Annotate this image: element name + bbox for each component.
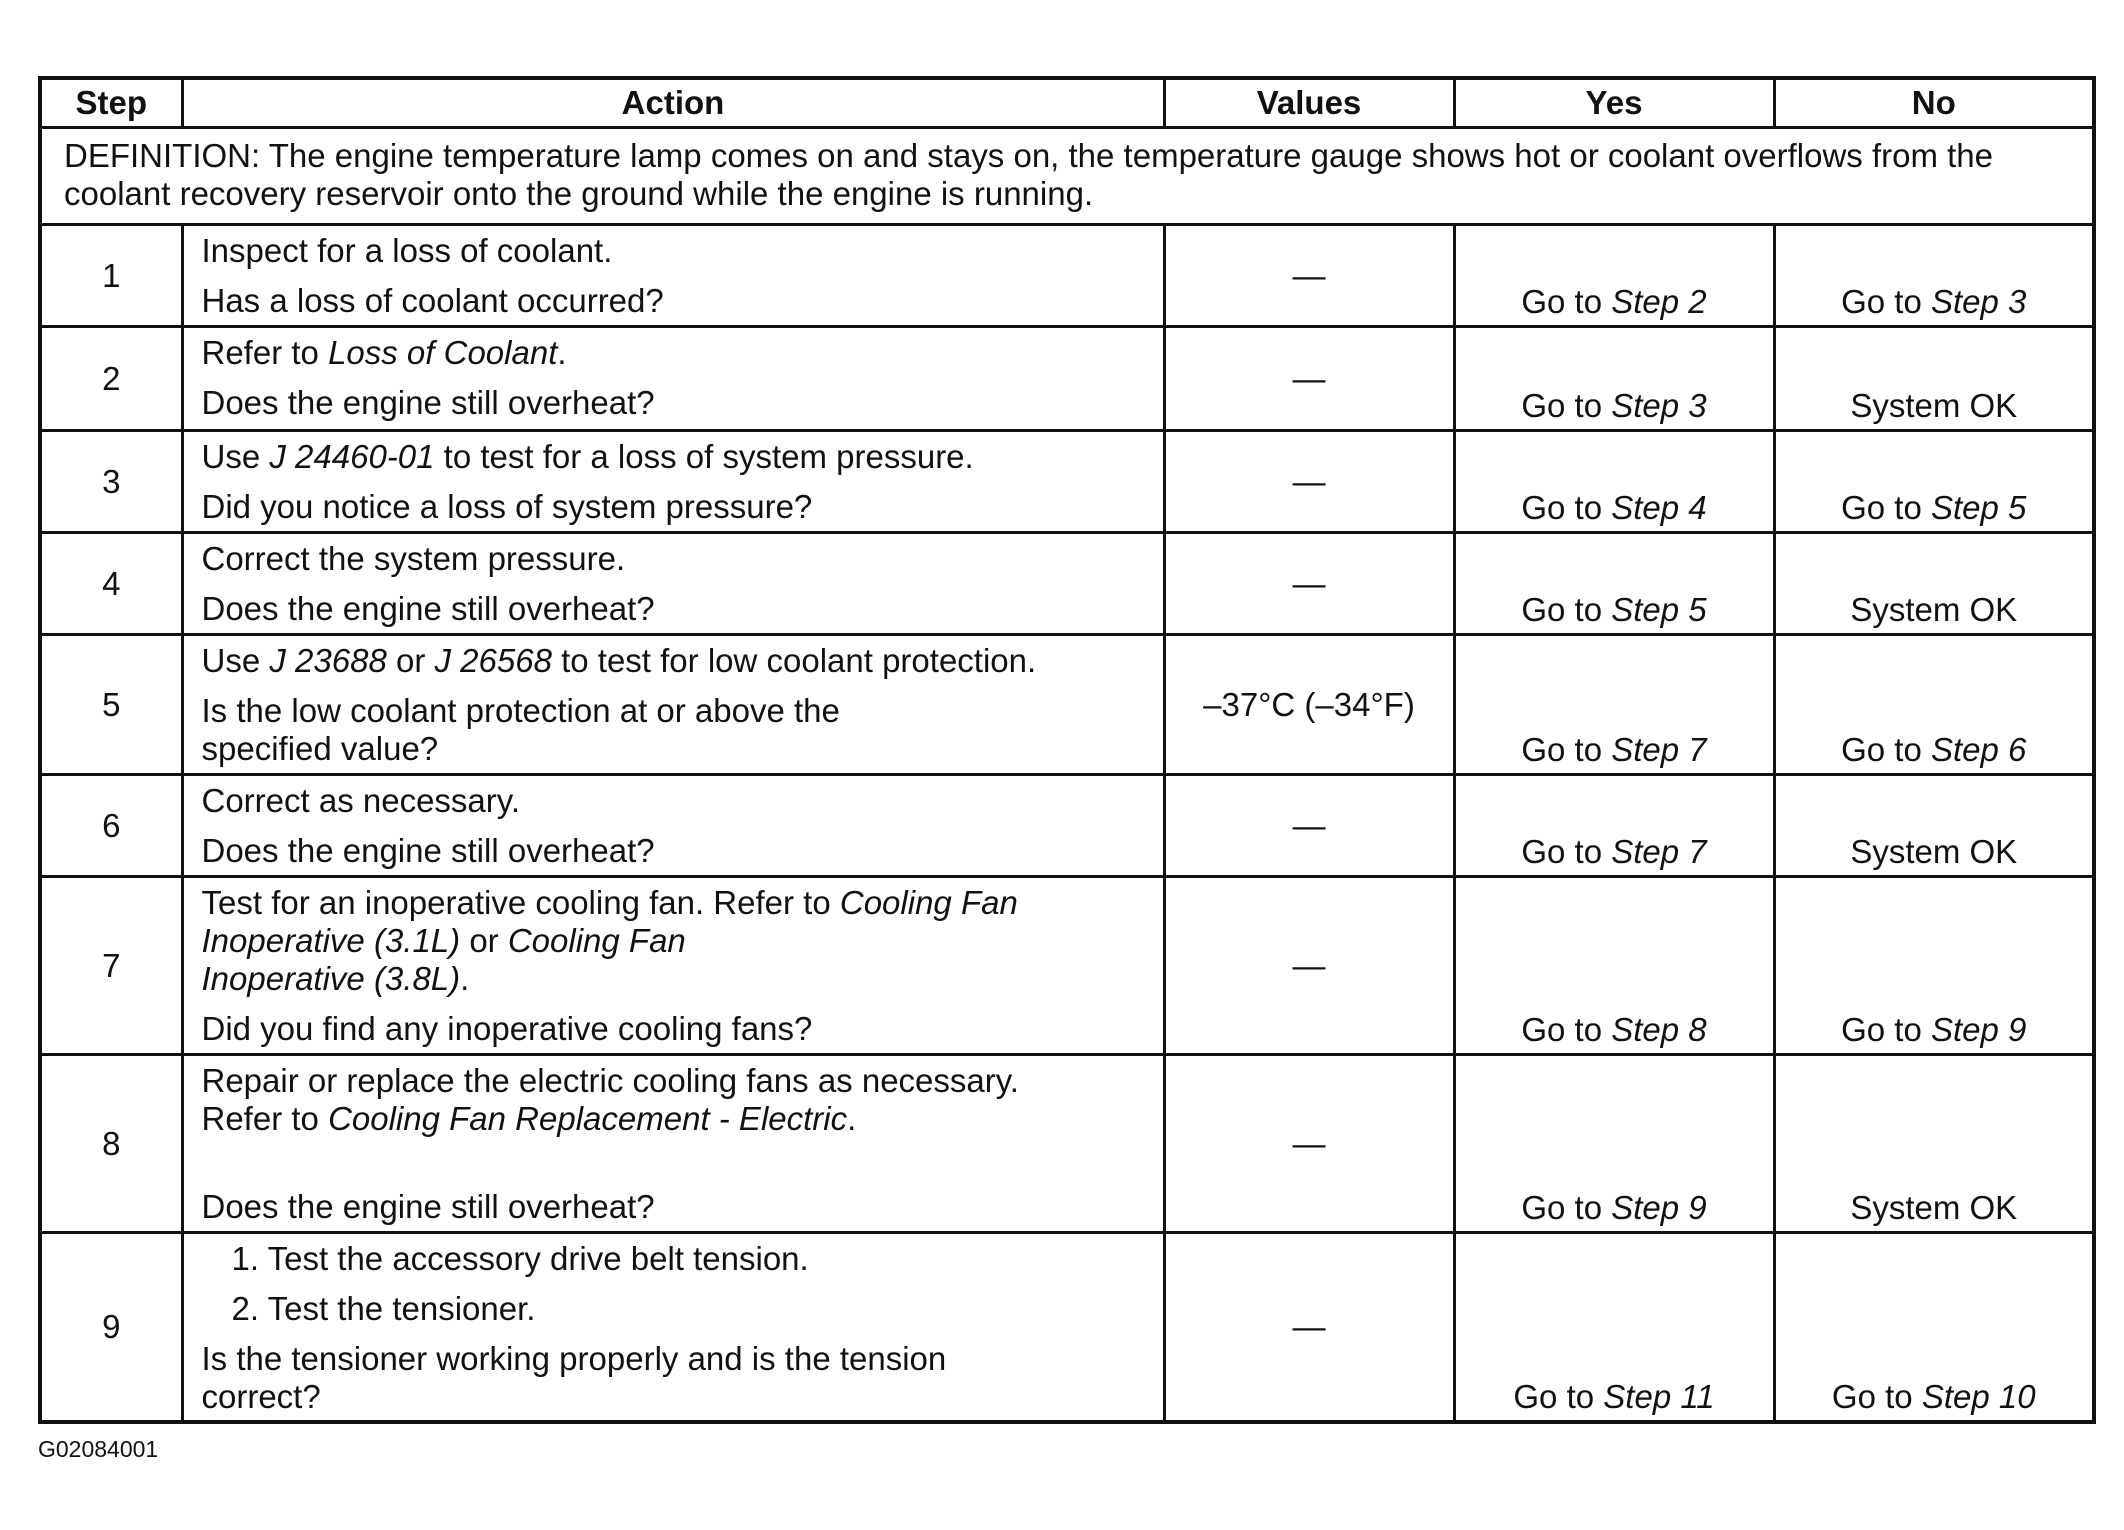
action-cell [182, 635, 1164, 775]
value-cell: — [1164, 225, 1454, 327]
no-step-link[interactable]: Step 6 [1930, 731, 2027, 768]
action-text [202, 884, 1145, 998]
action-cell [182, 533, 1164, 635]
action-cell [182, 327, 1164, 431]
action-text-part: . [847, 1100, 857, 1137]
action-reference-link[interactable]: Cooling Fan [839, 884, 1018, 921]
tool-reference: J 24460-01 [269, 438, 435, 475]
value-cell: — [1164, 533, 1454, 635]
action-reference-link[interactable]: Inoperative (3.8L) [201, 960, 461, 997]
table-row [40, 877, 2094, 1055]
yes-cell [1454, 225, 1774, 327]
action-question [202, 1340, 1145, 1416]
no-cell: System OK [1774, 1055, 2094, 1233]
yes-step-link[interactable]: Step 2 [1611, 283, 1707, 320]
header-yes: Yes [1454, 78, 1774, 128]
action-question-line: Is the tensioner working properly and is the tension [201, 1340, 947, 1377]
yes-cell [1454, 775, 1774, 877]
table-row [40, 635, 2094, 775]
action-text: Inspect for a loss of coolant. [201, 232, 613, 269]
no-cell [1774, 431, 2094, 533]
yes-prefix: Go to [1521, 591, 1612, 628]
yes-step-link[interactable]: Step 8 [1611, 1011, 1707, 1048]
action-cell [182, 775, 1164, 877]
table-row [40, 431, 2094, 533]
action-cell [182, 1233, 1164, 1423]
no-step-link[interactable]: Step 9 [1930, 1011, 2027, 1048]
table-row [40, 533, 2094, 635]
yes-cell [1454, 877, 1774, 1055]
step-number: 4 [40, 533, 182, 635]
no-cell: System OK [1774, 533, 2094, 635]
tool-reference: J 26568 [434, 642, 552, 679]
action-text-part: to test for low coolant protection. [551, 642, 1037, 679]
no-cell [1774, 225, 2094, 327]
action-cell [182, 431, 1164, 533]
no-prefix: Go to [1831, 1378, 1922, 1415]
yes-prefix: Go to [1513, 1378, 1604, 1415]
action-text-part: Test for an inoperative cooling fan. Refer to [201, 884, 840, 921]
header-no: No [1774, 78, 2094, 128]
action-reference-link[interactable]: Cooling Fan Replacement - Electric [328, 1100, 848, 1137]
action-text-part: Refer to [201, 1100, 329, 1137]
action-cell [182, 1055, 1164, 1233]
yes-cell [1454, 533, 1774, 635]
action-question-line: Is the low coolant protection at or above the [201, 692, 840, 729]
header-row [40, 78, 2094, 128]
yes-step-link[interactable]: Step 7 [1611, 731, 1707, 768]
value-cell: — [1164, 431, 1454, 533]
diagnostic-table [38, 76, 2096, 1424]
value-cell: — [1164, 877, 1454, 1055]
value-cell: — [1164, 1055, 1454, 1233]
action-question: Did you find any inoperative cooling fans? [201, 1010, 813, 1047]
value-cell: — [1164, 1233, 1454, 1423]
action-text: Correct the system pressure. [201, 540, 626, 577]
step-number: 3 [40, 431, 182, 533]
table-row [40, 1233, 2094, 1423]
action-reference-link[interactable]: Cooling Fan [507, 922, 686, 959]
action-text-part: Use [201, 642, 270, 679]
action-text-part: or [386, 642, 435, 679]
yes-cell [1454, 327, 1774, 431]
yes-step-link[interactable]: Step 11 [1603, 1378, 1715, 1415]
list-item: 1. Test the accessory drive belt tension. [231, 1240, 809, 1277]
action-question: Has a loss of coolant occurred? [201, 282, 664, 319]
no-cell: System OK [1774, 327, 2094, 431]
table-row [40, 1055, 2094, 1233]
step-number: 1 [40, 225, 182, 327]
no-prefix: Go to [1841, 1011, 1931, 1048]
no-step-link[interactable]: Step 10 [1921, 1378, 2036, 1415]
yes-prefix: Go to [1521, 489, 1612, 526]
list-item: 2. Test the tensioner. [231, 1290, 536, 1327]
action-question [202, 692, 1145, 768]
yes-prefix: Go to [1521, 731, 1612, 768]
step-number: 8 [40, 1055, 182, 1233]
yes-step-link[interactable]: Step 4 [1611, 489, 1707, 526]
no-prefix: Go to [1841, 489, 1931, 526]
yes-cell [1454, 1055, 1774, 1233]
yes-step-link[interactable]: Step 3 [1611, 387, 1707, 424]
value-cell: — [1164, 327, 1454, 431]
action-cell [182, 225, 1164, 327]
action-question: Does the engine still overheat? [201, 384, 655, 421]
action-text [202, 642, 1145, 680]
yes-prefix: Go to [1521, 1011, 1612, 1048]
yes-prefix: Go to [1521, 283, 1612, 320]
action-reference-link[interactable]: Loss of Coolant [328, 334, 558, 371]
spacer [202, 1150, 1145, 1188]
action-text: Correct as necessary. [201, 782, 520, 819]
value-cell: — [1164, 775, 1454, 877]
header-values: Values [1164, 78, 1454, 128]
action-text [202, 334, 1145, 372]
action-question: Does the engine still overheat? [201, 1188, 655, 1225]
action-text-part: to test for a loss of system pressure. [434, 438, 974, 475]
action-question-line: correct? [201, 1378, 321, 1415]
definition-text: DEFINITION: The engine temperature lamp comes on and stays on, the temperature gauge shows hot or coolant overflows from the coolant recovery reservoir onto the ground while the engine is running. [40, 128, 2094, 225]
table-row [40, 775, 2094, 877]
action-text-part: Repair or replace the electric cooling fans as necessary. [201, 1062, 1019, 1099]
yes-cell [1454, 635, 1774, 775]
action-question: Does the engine still overheat? [201, 590, 655, 627]
action-question: Did you notice a loss of system pressure? [201, 488, 813, 525]
no-prefix: Go to [1841, 283, 1931, 320]
yes-cell [1454, 1233, 1774, 1423]
yes-cell [1454, 431, 1774, 533]
no-step-link[interactable]: Step 3 [1930, 283, 2027, 320]
step-number: 5 [40, 635, 182, 775]
no-prefix: Go to [1841, 731, 1931, 768]
action-text [202, 1062, 1145, 1138]
action-text-part: . [557, 334, 567, 371]
no-cell [1774, 1233, 2094, 1423]
action-text-part: or [460, 922, 508, 959]
yes-step-link[interactable]: Step 9 [1611, 1189, 1707, 1226]
no-cell [1774, 877, 2094, 1055]
table-row [40, 225, 2094, 327]
action-question-line: specified value? [201, 730, 439, 767]
action-cell [182, 877, 1164, 1055]
action-text-part: Refer to [201, 334, 329, 371]
header-action: Action [182, 78, 1164, 128]
no-step-link[interactable]: Step 5 [1930, 489, 2027, 526]
action-text-part: Use [201, 438, 270, 475]
step-number: 2 [40, 327, 182, 431]
no-cell: System OK [1774, 775, 2094, 877]
no-cell [1774, 635, 2094, 775]
value-cell: –37°C (–34°F) [1164, 635, 1454, 775]
step-number: 9 [40, 1233, 182, 1423]
tool-reference: J 23688 [269, 642, 387, 679]
yes-prefix: Go to [1521, 387, 1612, 424]
step-number: 6 [40, 775, 182, 877]
action-question: Does the engine still overheat? [201, 832, 655, 869]
action-reference-link[interactable]: Inoperative (3.1L) [201, 922, 461, 959]
yes-step-link[interactable]: Step 7 [1611, 833, 1707, 870]
definition-row [40, 128, 2094, 225]
step-number: 7 [40, 877, 182, 1055]
table-row [40, 327, 2094, 431]
figure-id: G02084001 [38, 1436, 159, 1462]
yes-prefix: Go to [1521, 1189, 1612, 1226]
action-text [202, 438, 1145, 476]
header-step: Step [40, 78, 182, 128]
yes-prefix: Go to [1521, 833, 1612, 870]
yes-step-link[interactable]: Step 5 [1611, 591, 1707, 628]
action-text-part: . [460, 960, 470, 997]
